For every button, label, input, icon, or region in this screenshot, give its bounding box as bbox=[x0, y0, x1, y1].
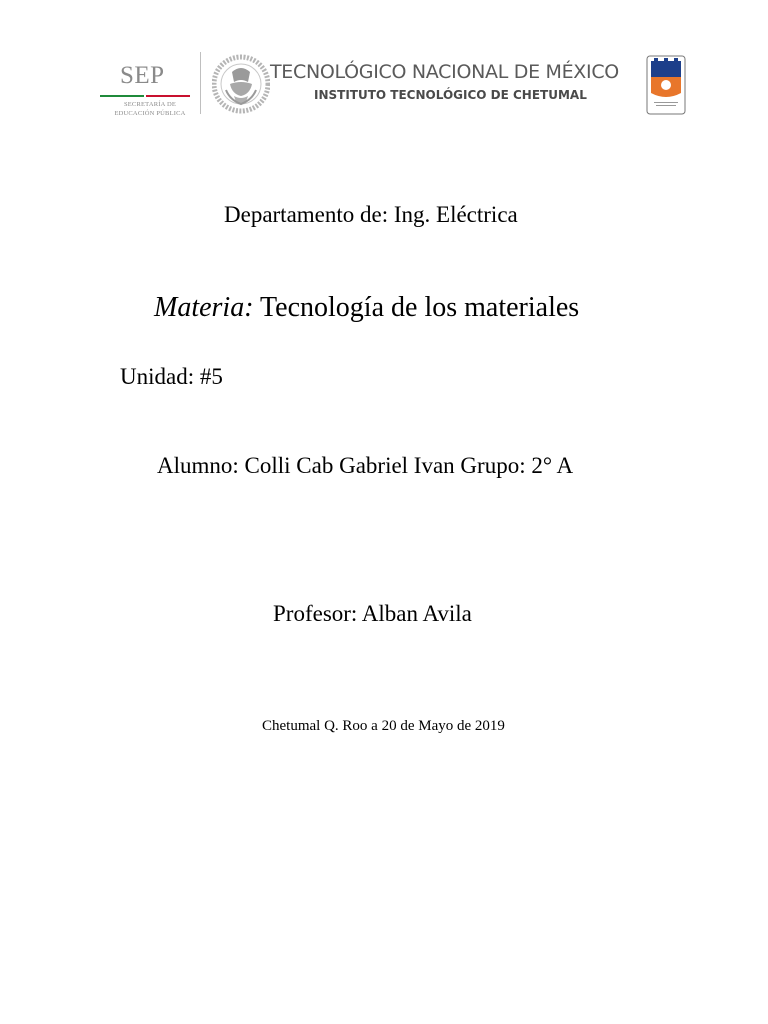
professor-line: Profesor: Alban Avila bbox=[273, 601, 472, 626]
sep-subtitle-line1: SECRETARÍA DE bbox=[123, 101, 177, 108]
sep-red-bar bbox=[146, 95, 190, 97]
institution-title: TECNOLÓGICO NACIONAL DE MÉXICO bbox=[270, 61, 619, 83]
sep-logo bbox=[98, 58, 192, 126]
document-header bbox=[0, 0, 768, 140]
header-divider bbox=[200, 52, 201, 114]
itch-shield-logo bbox=[646, 55, 686, 115]
institution-subtitle: INSTITUTO TECNOLÓGICO DE CHETUMAL bbox=[314, 88, 587, 102]
sep-acronym: SEP bbox=[120, 62, 165, 89]
sep-subtitle-line2: EDUCACIÓN PÚBLICA bbox=[114, 110, 186, 117]
sep-green-bar bbox=[100, 95, 144, 97]
unit-line: Unidad: #5 bbox=[120, 364, 223, 389]
department-line: Departamento de: Ing. Eléctrica bbox=[224, 202, 518, 227]
subject-line bbox=[154, 292, 579, 324]
place-date-line: Chetumal Q. Roo a 20 de Mayo de 2019 bbox=[262, 718, 505, 734]
subject-value: Tecnología de los materiales bbox=[253, 292, 580, 323]
mexican-coat-of-arms-icon bbox=[212, 50, 270, 118]
student-line: Alumno: Colli Cab Gabriel Ivan Grupo: 2° A bbox=[157, 453, 574, 478]
subject-label: Materia: bbox=[154, 292, 254, 323]
